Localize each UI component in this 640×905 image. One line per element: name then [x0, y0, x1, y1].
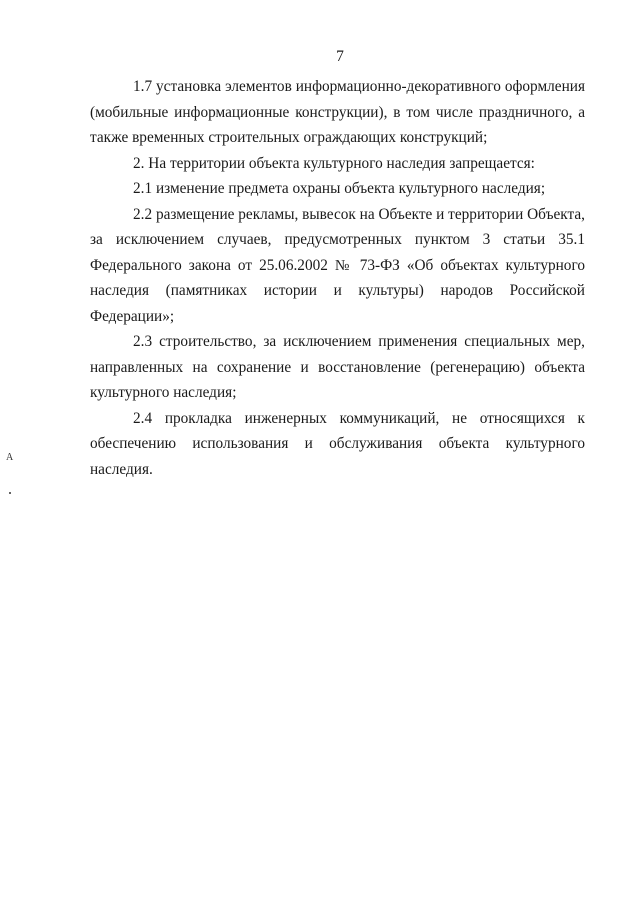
paragraph-2-3: 2.3 строительство, за исключением применения специальных мер, направленных на сохранение и восстановление (регенерацию) объекта культурного наследия; [90, 333, 585, 401]
paragraph-2: 2. На территории объекта культурного наследия запрещается: [133, 154, 535, 172]
paragraph-1-7: 1.7 установка элементов информационно-декоративного оформления (мобильные информационные конструкции), в том числе праздничного, а также временных строительных ограждающих конструкций; [90, 78, 585, 146]
page-number: 7 [336, 48, 344, 65]
paragraph-2-2: 2.2 размещение рекламы, вывесок на Объекте и территории Объекта, за исключением случаев, предусмотренных пунктом 3 статьи 35.1 Федерального закона от 25.06.2002 № 73-ФЗ «Об объектах культурного наследия (памятниках истории и культуры) народов Российской Федерации»; [90, 205, 585, 325]
body-text [90, 74, 585, 482]
scan-dot [9, 492, 11, 494]
paragraph-2-4: 2.4 прокладка инженерных коммуникаций, не относящихся к обеспечению использования и обслуживания объекта культурного наследия. [90, 409, 585, 478]
paragraph-2-1: 2.1 изменение предмета охраны объекта культурного наследия; [133, 180, 546, 197]
margin-mark: A [6, 452, 14, 463]
